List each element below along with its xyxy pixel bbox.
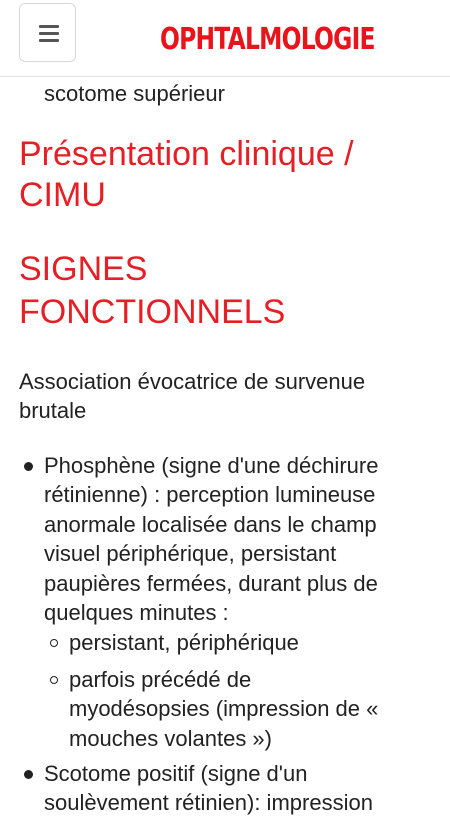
sub-list-item: myodésopsies (impression de « [69, 696, 379, 721]
hamburger-menu-icon-line [39, 39, 59, 42]
bullet-circle-icon [50, 676, 58, 684]
sub-list-item: parfois précédé de [69, 667, 252, 692]
section-heading: SIGNES [19, 250, 148, 288]
sub-list-item: persistant, périphérique [69, 630, 299, 655]
sub-list-item: mouches volantes ») [69, 726, 272, 751]
hamburger-menu-icon-line [39, 32, 59, 35]
list-item-text: visuel périphérique, persistant [44, 541, 337, 566]
list-item-fragment: scotome supérieur [44, 81, 225, 106]
list-item-text: Phosphène (signe d'une déchirure [44, 453, 379, 478]
site-title[interactable]: OPHTALMOLOGIE [160, 22, 375, 57]
list-item-text: quelques minutes : [44, 600, 229, 625]
bullet-disc-icon [24, 770, 33, 779]
menu-button[interactable] [19, 3, 76, 62]
intro-paragraph-line-2: brutale [19, 398, 87, 423]
bullet-disc-icon [24, 462, 33, 471]
list-item-text: anormale localisée dans le champ [44, 512, 377, 537]
article-content [0, 76, 450, 815]
list-item-text: rétinienne) : perception lumineuse [44, 482, 376, 507]
list-item-text: Scotome positif (signe d'un [44, 761, 308, 786]
section-heading-line-2: FONCTIONNELS [19, 293, 286, 331]
intro-paragraph: Association évocatrice de survenue [19, 369, 366, 394]
list-item-text: paupières fermées, durant plus de [44, 571, 378, 596]
hamburger-menu-icon [39, 25, 59, 28]
list-item-text: soulèvement rétinien): impression [44, 790, 373, 815]
bullet-circle-icon [50, 639, 58, 647]
section-heading: Présentation clinique / [19, 135, 354, 173]
section-heading-line-2: CIMU [19, 176, 106, 214]
top-bar [0, 0, 450, 77]
